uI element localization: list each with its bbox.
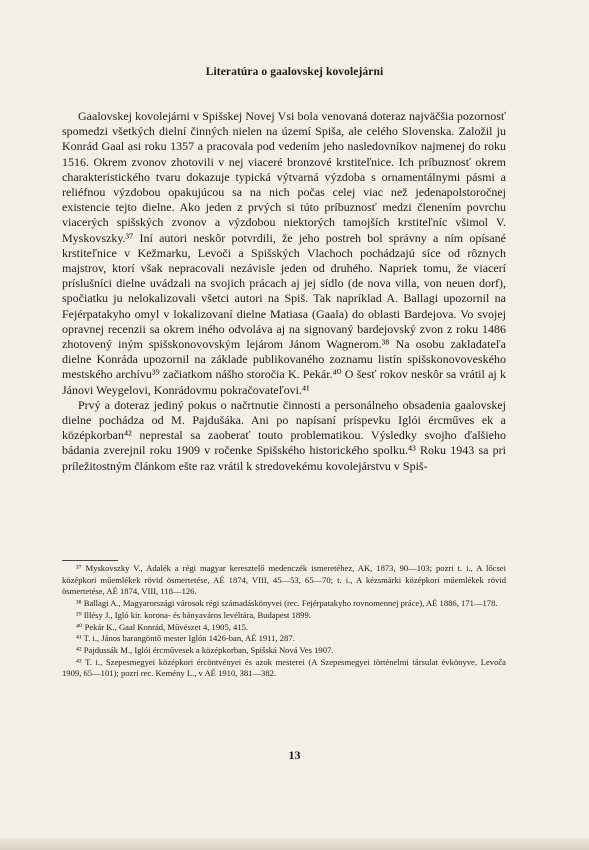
footnote-rule	[62, 560, 118, 561]
footnote-42: ⁴² Pajdussák M., Iglói ércművesek a középkorban, Spišská Nová Ves 1907.	[76, 644, 334, 655]
footnote-38: ³⁸ Ballagi A., Magyarországi városok régi számadáskönyvei (rec. Fejérpatakyho rovnomennej práce), AÉ 1886, 171—178.	[76, 598, 498, 609]
page-bottom-edge	[0, 838, 589, 850]
paragraph-1: Gaalovskej kovolejárni v Spišskej Novej Vsi bola venovaná doteraz najväčšia pozornosť spomedzi všetkých dielní činných nielen na území Spiša, ale celého Slovenska. Založil ju Konrád Gaal asi roku 1357 a pracovala pod vedením jeho nasledovníkov najmenej do roku 1516. Okrem zvonov zhotovili v nej viaceré bronzové krstiteľnice. Ich príbuznosť okrem charakteristického tvaru dokazuje typická výtvarná výzdoba s ornamentálnymi pásmi a reliéfnou výzdobou opakujúcou sa na nich počas celej viac než jedenapolstoročnej existencie tejto dielne. Ako jeden z prvých si túto príbuznosť medzi členením povrchu viacerých spišských zvonov a výzdobou niektorých tamojších krstiteľníc všimol V. Myskovszky.³⁷ Iní autori neskôr potvrdili, že jeho postreh bol správny a ním opísané krstiteľnice v Kežmarku, Levoči a Spišských Vlachoch pochádzajú síce od rôznych majstrov, ktorí však nepracovali nezávisle jeden od druhého. Napriek tomu, že viacerí príslušníci dielne uvádzali na svojich prácach aj jej sídlo (de nova villa, von neuen dorf), spočiatku ju nelokalizovali všetci autori na Spiš. Tak napríklad A. Ballagi upozornil na Fejérpatakyho omyl v lokalizovaní dielne Matiasa (Gaala) do oblasti Bardejova. Vo svojej opravnej recenzii sa okrem iného odvoláva aj na signovaný bardejovský zvon z roku 1486 zhotovený iným spišskonovovským lejárom Jánom Wagnerom.³⁸ Na osobu zakladateľa dielne Konráda upozornil na základe publikovaného zoznamu listín spišskonovoveského mestského archívu³⁹ začiatkom nášho storočia K. Pekár.⁴⁰ O šesť rokov neskôr sa vrátil aj k Jánovi Weygelovi, Konrádovmu pokračovateľovi.⁴¹	[62, 109, 506, 397]
footnote-40: ⁴⁰ Pekár K., Gaal Konrád, Művészet 4, 1905, 415.	[76, 621, 249, 632]
footnote-43: ⁴³ T. i., Szepesmegyei középkori ércöntvényei és azok mesterei (A Szepesmegyei történelmi társulat évkönyve, Levoča 1909, 65—101); pozri rec. Kemény L., v AÉ 1910, 381—382.	[62, 656, 506, 679]
body-text	[62, 109, 506, 474]
footnote-39: ³⁹ Illésy J., Igló kir. korona- és bányaváros levéltára, Budapest 1899.	[76, 609, 311, 620]
footnote-41: ⁴¹ T. i., János harangöntő mester Iglón 1426-ban, AÉ 1911, 287.	[76, 633, 295, 644]
page-title: Literatúra o gaalovskej kovolejárni	[205, 66, 384, 78]
page-number: 13	[288, 748, 301, 762]
footnotes	[62, 563, 506, 680]
paragraph-2: Prvý a doteraz jediný pokus o načrtnutie činnosti a personálneho obsadenia gaalovskej dielne pochádza od M. Pajdušáka. Ani po napísaní príspevku Iglói ércműves ek a középkorban⁴² neprestal sa zaoberať touto problematikou. Výsledky svojho ďalšieho bádania zverejnil roku 1909 v ročenke Spišského historického spolku.⁴³ Roku 1943 sa pri príležitostným článkom ešte raz vrátil k stredovekému kovolejárstvu v Spiš-	[62, 397, 506, 473]
footnote-37: ³⁷ Myskovszky V., Adalék a régi magyar keresztelő medenczék ismeretéhez, AK, 1873, 90—103; pozri t. i., A lőcsei középkori műemlékek rövid ösmertetése, AÉ 1874, VIII, 45—53, 65—70; t. i., A kézsmárki középkori műemlékek rövid ösmertetése, AÉ 1874, VIII, 118—126.	[62, 563, 506, 597]
